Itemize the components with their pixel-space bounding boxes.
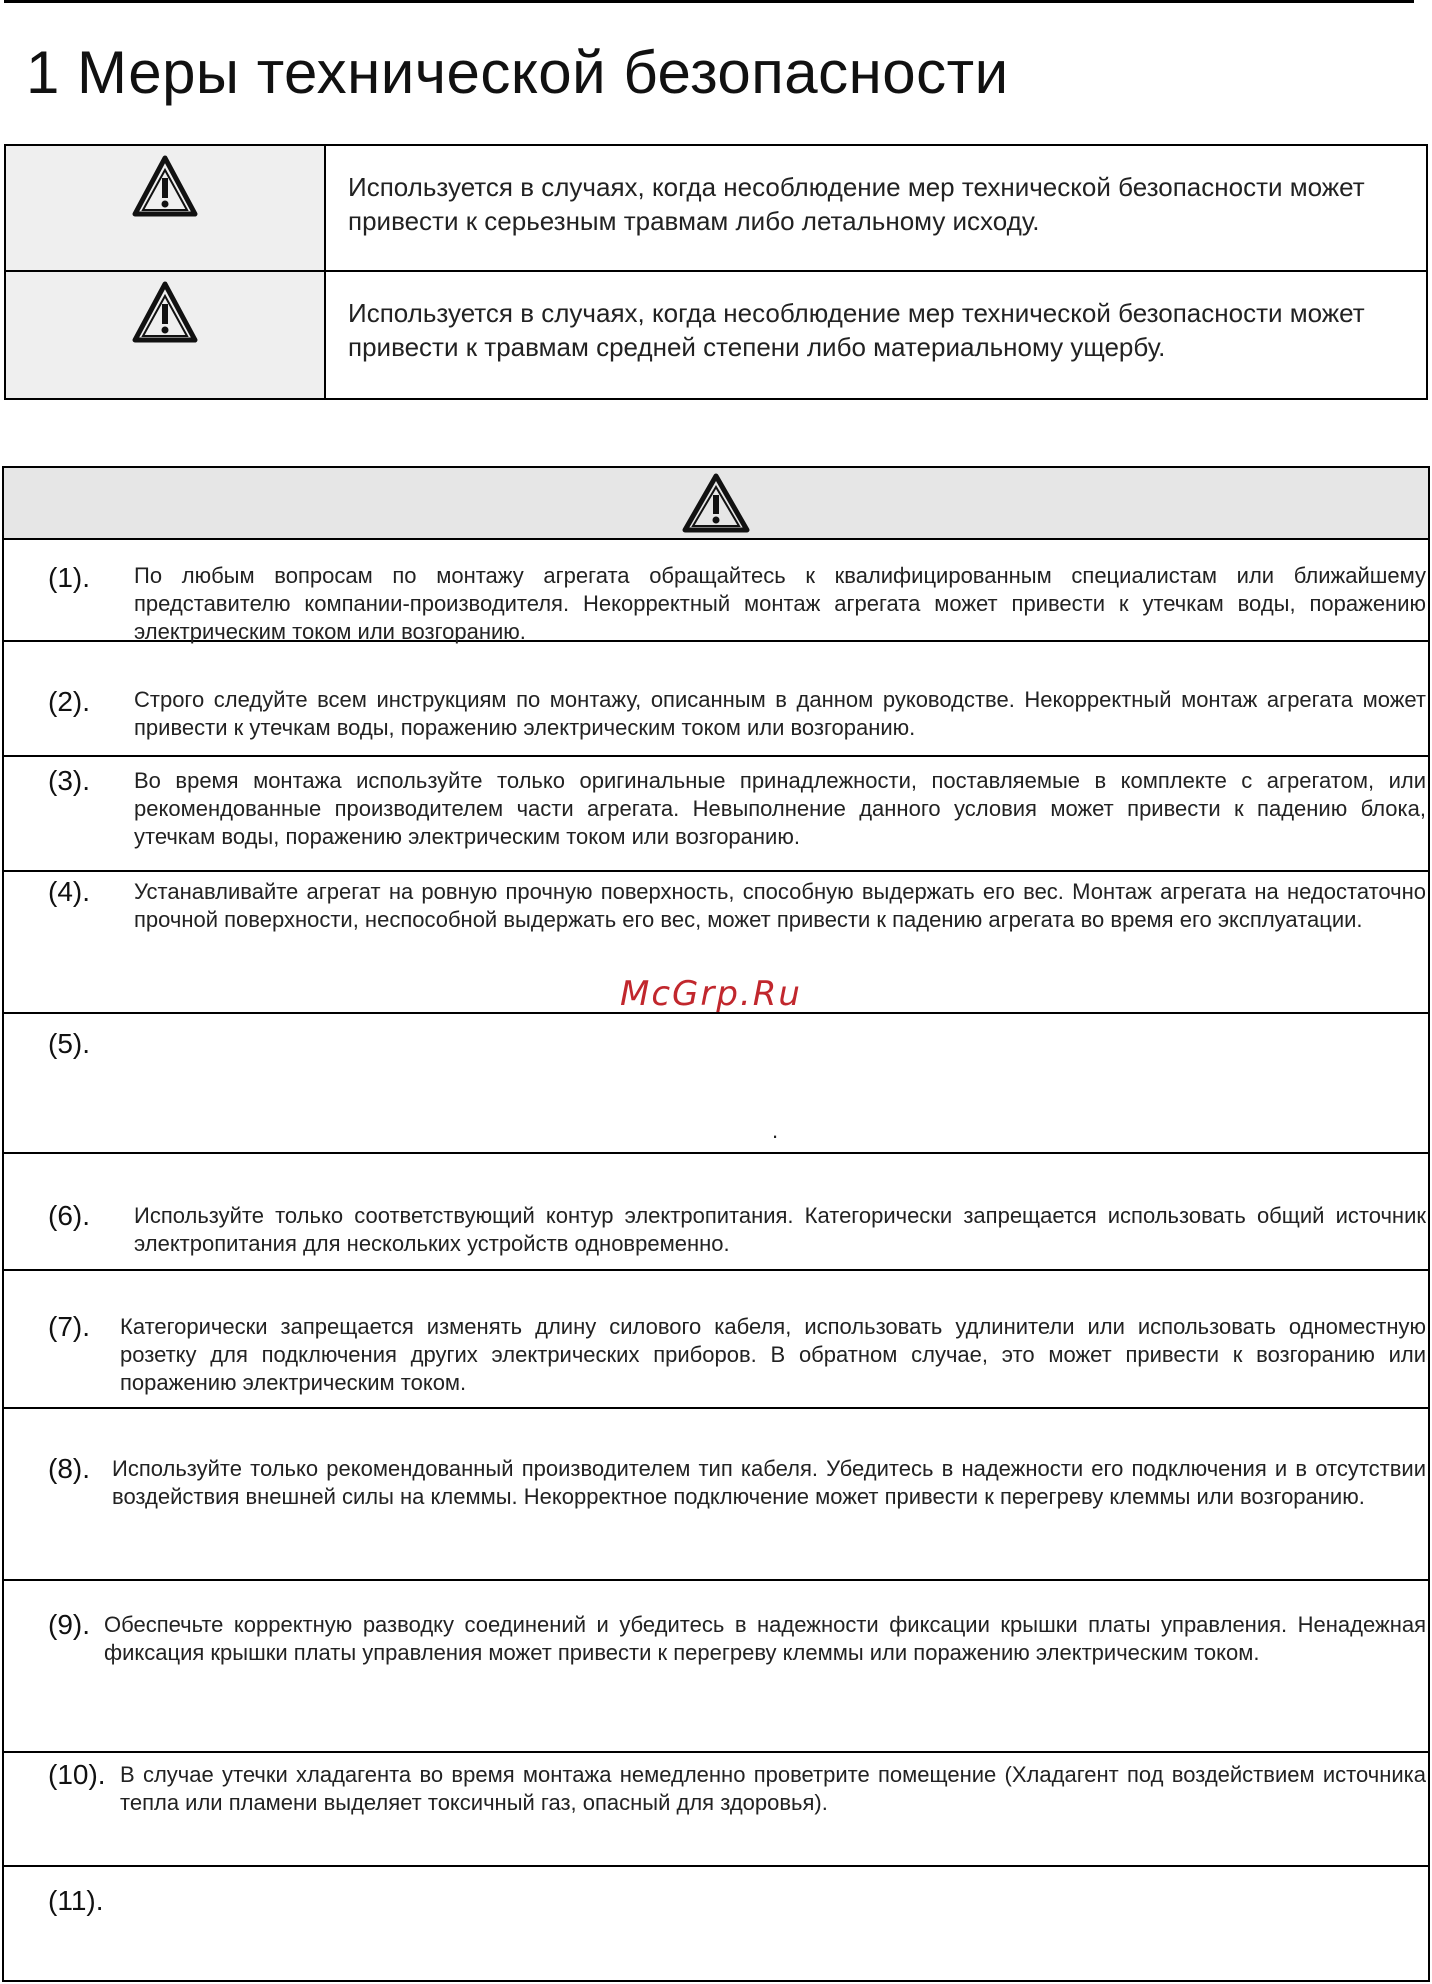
list-item bbox=[4, 1014, 1428, 1154]
list-item bbox=[4, 757, 1428, 872]
legend-text-danger: Используется в случаях, когда несоблюдение мер технической безопасности может привести к серьезным травмам либо летальному исходу. bbox=[348, 172, 1365, 236]
item-number: (11). bbox=[48, 1885, 104, 1916]
top-rule bbox=[4, 0, 1414, 3]
item-number: (6). bbox=[48, 1200, 90, 1231]
item-text: В случае утечки хладагента во время монтажа немедленно проветрите помещение (Хладагент под воздействием источника тепла или пламени выделяет токсичный газ, опасный для здоровья). bbox=[120, 1762, 1426, 1815]
page-title: 1 Меры технической безопасности bbox=[26, 39, 1009, 106]
item-text: Используйте только соответствующий контур электропитания. Категорически запрещается использовать общий источник электропитания для нескольких устройств одновременно. bbox=[134, 1203, 1426, 1256]
legend-row-danger bbox=[6, 146, 1426, 272]
legend-icon-cell bbox=[6, 272, 326, 398]
item-number: (8). bbox=[48, 1453, 90, 1484]
legend-table bbox=[4, 144, 1428, 400]
item-number: (4). bbox=[48, 876, 90, 907]
item-text: Во время монтажа используйте только оригинальные принадлежности, поставляемые в комплекте с агрегатом, или рекомендованные производителем части агрегата. Невыполнение данного условия может привести к падению блока, утечкам воды, поражению электрическим током или возгоранию. bbox=[134, 768, 1426, 849]
warning-triangle-icon bbox=[681, 473, 751, 533]
list-item bbox=[4, 1867, 1428, 1982]
item-number: (3). bbox=[48, 765, 90, 796]
item-number: (10). bbox=[48, 1759, 106, 1790]
item-number: (1). bbox=[48, 562, 90, 593]
legend-icon-cell bbox=[6, 146, 326, 270]
list-item bbox=[4, 540, 1428, 642]
list-item bbox=[4, 1409, 1428, 1581]
warning-triangle-icon bbox=[131, 154, 199, 218]
warnings-table bbox=[2, 466, 1430, 1982]
warning-triangle-icon bbox=[131, 280, 199, 344]
list-item bbox=[4, 1271, 1428, 1409]
list-item bbox=[4, 1154, 1428, 1271]
item-number: (7). bbox=[48, 1311, 90, 1342]
item-number: (9). bbox=[48, 1609, 90, 1640]
item-number: (2). bbox=[48, 686, 90, 717]
legend-text-caution: Используется в случаях, когда несоблюдение мер технической безопасности может привести к травмам средней степени либо материальному ущербу. bbox=[348, 298, 1365, 362]
item-text: По любым вопросам по монтажу агрегата обращайтесь к квалифицированным специалистам или ближайшему представителю компании-производителя. Некорректный монтаж агрегата может привести к утечкам воды, поражению электрическим током или возгоранию. bbox=[134, 563, 1426, 644]
item-number: (5). bbox=[48, 1028, 90, 1059]
list-item bbox=[4, 1753, 1428, 1867]
list-item bbox=[4, 642, 1428, 757]
stray-dot: . bbox=[772, 1118, 779, 1143]
warnings-header bbox=[4, 468, 1428, 540]
item-text: Используйте только рекомендованный производителем тип кабеля. Убедитесь в надежности его подключения и в отсутствии воздействия внешней силы на клеммы. Некорректное подключение может привести к перегреву клеммы или возгоранию. bbox=[112, 1456, 1426, 1509]
item-text: Строго следуйте всем инструкциям по монтажу, описанным в данном руководстве. Некорректный монтаж агрегата может привести к утечкам воды, поражению электрическим током или возгоранию. bbox=[134, 687, 1426, 740]
watermark: McGrp.Ru bbox=[620, 974, 802, 1014]
legend-row-caution bbox=[6, 272, 1426, 398]
list-item bbox=[4, 1581, 1428, 1753]
item-text: Обеспечьте корректную разводку соединений и убедитесь в надежности фиксации крышки платы управления. Ненадежная фиксация крышки платы управления может привести к перегреву клеммы или поражению электрическим током. bbox=[104, 1612, 1426, 1665]
item-text: Устанавливайте агрегат на ровную прочную поверхность, способную выдержать его вес. Монтаж агрегата на недостаточно прочной поверхности, неспособной выдержать его вес, может привести к падению агрегата во время его эксплуатации. bbox=[134, 879, 1426, 932]
item-text: Категорически запрещается изменять длину силового кабеля, использовать удлинители или использовать одноместную розетку для подключения других электрических приборов. В обратном случае, это может привести к возгоранию или поражению электрическим током. bbox=[120, 1314, 1426, 1395]
